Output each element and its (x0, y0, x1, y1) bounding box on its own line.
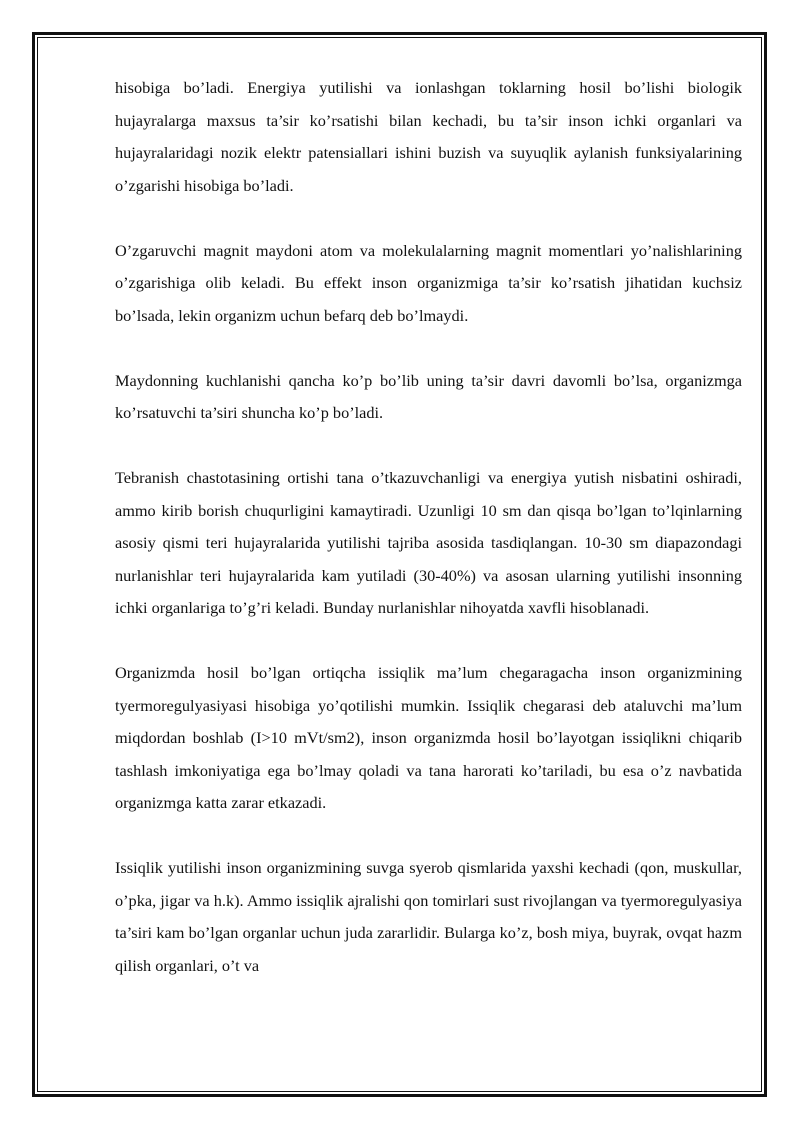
paragraph-4: Tebranish chastotasining ortishi tana o’tkazuvchanligi va energiya yutish nisbatini oshiradi, ammo kirib borish chuqurligini kamaytiradi. Uzunligi 10 sm dan qisqa bo’lgan to’lqinlarning asosiy qismi teri hujayralarida yutilishi tajriba asosida tasdiqlangan. 10-30 sm diapazondagi nurlanishlar teri hujayralarida kam yutiladi (30-40%) va asosan ularning yutilishi insonning ichki organlariga to’g’ri keladi. Bunday nurlanishlar nihoyatda xavfli hisoblanadi. (115, 468, 742, 617)
paragraph-3: Maydonning kuchlanishi qancha ko’p bo’lib uning ta’sir davri davomli bo’lsa, organizmga ko’rsatuvchi ta’siri shuncha ko’p bo’ladi. (115, 370, 742, 422)
paragraph-2: O’zgaruvchi magnit maydoni atom va molekulalarning magnit momentlari yo’nalishlarining o’zgarishiga olib keladi. Bu effekt inson organizmiga ta’sir ko’rsatish jihatidan kuchsiz bo’lsada, lekin organizm uchun befarq deb bo’lmaydi. (115, 240, 742, 325)
paragraph-1: hisobiga bo’ladi. Energiya yutilishi va ionlashgan toklarning hosil bo’lishi biologik hujayralarga maxsus ta’sir ko’rsatishi bilan kechadi, bu ta’sir inson ichki organlari va hujayralaridagi nozik elektr patensiallari ishini buzish va suyuqlik aylanish funksiyalarining o’zgarishi hisobiga bo’ladi. (115, 78, 742, 195)
paragraph-6: Issiqlik yutilishi inson organizmining suvga syerob qismlarida yaxshi kechadi (qon, muskullar, o’pka, jigar va h.k). Ammo issiqlik ajralishi qon tomirlari sust rivojlangan va tyermoregulyasiya ta’siri kam bo’lgan organlar uchun juda zararlidir. Bularga ko’z, bosh miya, buyrak, ovqat hazm qilish organlari, o’t va (115, 858, 742, 975)
paragraph-5: Organizmda hosil bo’lgan ortiqcha issiqlik ma’lum chegaragacha inson organizmining tyermoregulyasiyasi hisobiga yo’qotilishi mumkin. Issiqlik chegarasi deb ataluvchi ma’lum miqdordan boshlab (I>10 mVt/sm2), inson organizmda hosil bo’layotgan issiqlikni chiqarib tashlash imkoniyatiga ega bo’lmay qoladi va tana harorati ko’tariladi, bu esa o’z navbatida organizmga katta zarar etkazadi. (115, 663, 742, 812)
document-body (115, 72, 742, 982)
